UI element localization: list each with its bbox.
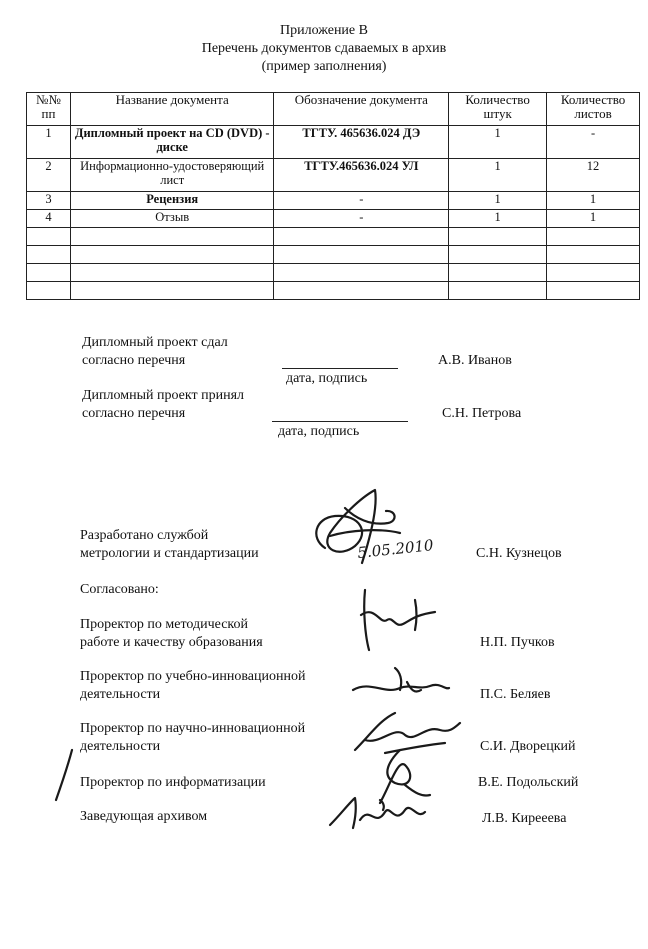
- table-cell: 1: [27, 126, 71, 159]
- developed-name: С.Н. Кузнецов: [476, 546, 562, 561]
- accepted-label-line2: согласно перечня: [82, 406, 186, 421]
- delivered-label-line1: Дипломный проект сдал: [82, 335, 228, 350]
- delivered-label-line2: согласно перечня: [82, 353, 186, 368]
- table-row-empty: [27, 228, 640, 246]
- table-cell: 1: [449, 159, 547, 192]
- table-cell: 4: [27, 210, 71, 228]
- approval-name: Н.П. Пучков: [480, 635, 555, 650]
- column-header: №№ пп: [27, 93, 71, 126]
- table-cell: 2: [27, 159, 71, 192]
- approval-name: С.И. Дворецкий: [480, 739, 576, 754]
- table-cell: 1: [547, 210, 640, 228]
- table-row: [27, 126, 640, 159]
- approval-label-line1: Проректор по учебно-инновационной: [80, 669, 306, 684]
- appendix-label: Приложение В: [280, 23, 368, 38]
- developed-label-line2: метрологии и стандартизации: [80, 546, 259, 561]
- table-cell: ТГТУ.465636.024 УЛ: [274, 159, 449, 192]
- column-header: Обозначение документа: [274, 93, 449, 126]
- signature-puchkov-icon: [345, 580, 445, 660]
- table-cell: ТГТУ. 465636.024 ДЭ: [274, 126, 449, 159]
- accepted-name: С.Н. Петрова: [442, 406, 522, 421]
- signature-kuznetsov-icon: [300, 478, 470, 578]
- approval-label-line1: Заведующая архивом: [80, 809, 208, 824]
- table-cell: Информационно-удостоверяющий лист: [70, 159, 274, 192]
- column-header: Количество листов: [547, 93, 640, 126]
- table-cell: -: [274, 210, 449, 228]
- document-title: Перечень документов сдаваемых в архив: [201, 41, 447, 56]
- approval-label-line2: деятельности: [80, 687, 161, 702]
- approval-name: П.С. Беляев: [480, 687, 551, 702]
- table-cell: Отзыв: [70, 210, 274, 228]
- table-cell: 3: [27, 192, 71, 210]
- approval-label-line1: Проректор по методической: [80, 617, 248, 632]
- documents-table: [26, 92, 640, 300]
- column-header: Количество штук: [449, 93, 547, 126]
- document-subtitle: (пример заполнения): [261, 59, 387, 74]
- table-cell: 1: [449, 126, 547, 159]
- table-cell: Рецензия: [70, 192, 274, 210]
- table-row: [27, 159, 640, 192]
- delivered-signature-line: [282, 368, 398, 369]
- developed-label-line1: Разработано службой: [80, 528, 209, 543]
- approval-name: Л.В. Киреeева: [482, 811, 567, 826]
- agreed-label: Согласовано:: [80, 582, 159, 597]
- approval-label-line1: Проректор по информатизации: [80, 775, 266, 790]
- accepted-caption: дата, подпись: [278, 424, 360, 439]
- svg-text:5.05.2010: 5.05.2010: [356, 536, 435, 562]
- table-cell: 1: [547, 192, 640, 210]
- column-header: Название документа: [70, 93, 274, 126]
- accepted-signature-line: [272, 421, 408, 422]
- accepted-label-line1: Дипломный проект принял: [82, 388, 245, 403]
- table-cell: 1: [449, 192, 547, 210]
- signature-belyaev-icon: [345, 660, 455, 710]
- approval-name: В.Е. Подольский: [478, 775, 579, 790]
- signature-kireeva-icon: [325, 790, 435, 835]
- table-cell: 12: [547, 159, 640, 192]
- delivered-caption: дата, подпись: [286, 371, 368, 386]
- approval-label-line2: работе и качеству образования: [80, 635, 263, 650]
- table-cell: Дипломный проект на CD (DVD) - диске: [70, 126, 274, 159]
- table-cell: -: [547, 126, 640, 159]
- table-row-empty: [27, 282, 640, 300]
- table-row-empty: [27, 246, 640, 264]
- table-cell: 1: [449, 210, 547, 228]
- approval-label-line1: Проректор по научно-инновационной: [80, 721, 306, 736]
- table-cell: -: [274, 192, 449, 210]
- table-row-empty: [27, 264, 640, 282]
- delivered-name: А.В. Иванов: [438, 353, 512, 368]
- approval-label-line2: деятельности: [80, 739, 161, 754]
- table-header-row: [27, 93, 640, 126]
- table-row: [27, 192, 640, 210]
- table-row: [27, 210, 640, 228]
- margin-mark-icon: [50, 745, 80, 805]
